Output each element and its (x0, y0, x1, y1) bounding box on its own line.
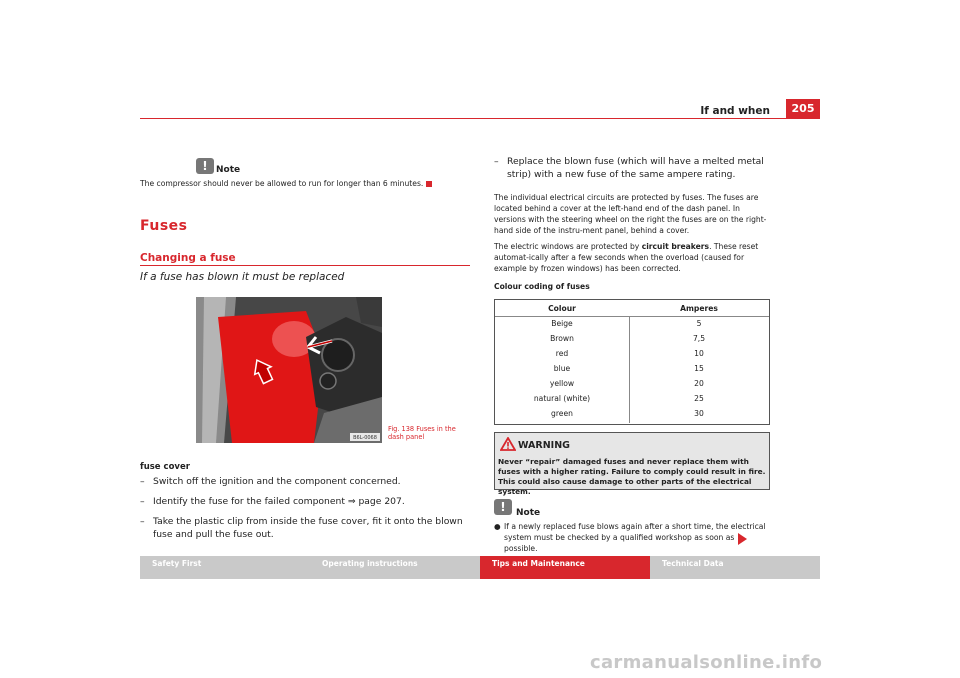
table-row: blue 15 (553, 364, 704, 373)
list-item: – Take the plastic clip from inside the fuse cover, fit it onto the blown fuse and pull the fuse out. (140, 516, 463, 540)
header-rule (140, 118, 820, 119)
note-text: ● If a newly replaced fuse blows again after a short time, the electrical system must be checked by a qualified workshop as soon as possible. (494, 522, 766, 553)
fuse-table (495, 300, 769, 421)
subsection-title: Changing a fuse (140, 252, 236, 264)
footer-tab-technical-data[interactable]: Technical Data (650, 556, 820, 579)
subsection-rule (140, 265, 470, 266)
footer-tab-tips-and-maintenance[interactable]: Tips and Maintenance (480, 556, 650, 579)
fuse-cover-figure (196, 297, 382, 443)
table-row: red 10 (555, 349, 704, 358)
footer-tab-safety-first[interactable]: Safety First (140, 556, 310, 579)
table-row: natural (white) 25 (533, 394, 704, 403)
end-mark-icon (426, 181, 432, 187)
paragraph-circuit-breakers: The electric windows are protected by circuit breakers. These reset automat-ically after a few seconds when the overload (caused for example by frozen windows) has been corrected. (494, 242, 759, 273)
fuse-colour-table (494, 299, 770, 425)
list-item: – Identify the fuse for the failed component ⇒ page 207. (140, 496, 405, 507)
paragraph-fuses: The individual electrical circuits are protected by fuses. The fuses are located behind a cover at the left-hand end of the dash panel. In versions with the steering wheel on the right the fuses are on the right-hand side of the instru-ment panel, behind a cover. (494, 193, 767, 235)
dash-panel-illustration (196, 297, 382, 443)
note-icon: ! (196, 158, 214, 174)
note-icon: ! (494, 499, 512, 515)
warning-label: WARNING (518, 440, 570, 451)
footer-tab-operating-instructions[interactable]: Operating instructions (310, 556, 480, 579)
warning-icon (500, 437, 516, 451)
table-row: Beige 5 (551, 319, 702, 328)
table-header: Colour (548, 303, 576, 313)
list-title: fuse cover (140, 462, 190, 472)
table-row: green 30 (551, 409, 704, 418)
list-item: – Switch off the ignition and the component concerned. (140, 476, 401, 487)
warning-text: Never “repair” damaged fuses and never replace them with fuses with a higher rating. Failure to comply could result in fire. This could also cause damage to other parts of the electrical system. (498, 457, 766, 496)
table-header: Amperes (680, 303, 718, 313)
note-label: Note (216, 165, 241, 175)
note-label: Note (516, 508, 541, 518)
table-title: Colour coding of fuses (494, 282, 590, 291)
table-row: Brown 7,5 (550, 334, 706, 343)
subsection-subtitle: If a fuse has blown it must be replaced (140, 271, 345, 283)
figure-code: B6L-0068 (353, 435, 377, 441)
page-header-title: If and when (700, 105, 770, 117)
watermark: carmanualsonline.info (590, 652, 823, 673)
page-number: 205 (786, 99, 820, 119)
figure-caption: Fig. 138 Fuses in the dash panel (388, 425, 456, 441)
note-text: The compressor should never be allowed to run for longer than 6 minutes. (140, 178, 470, 189)
section-title: Fuses (140, 218, 188, 234)
list-item: – Replace the blown fuse (which will have a melted metal strip) with a new fuse of the same ampere rating. (494, 156, 764, 180)
next-page-arrow-icon[interactable] (738, 533, 747, 545)
table-row: yellow 20 (549, 379, 704, 388)
